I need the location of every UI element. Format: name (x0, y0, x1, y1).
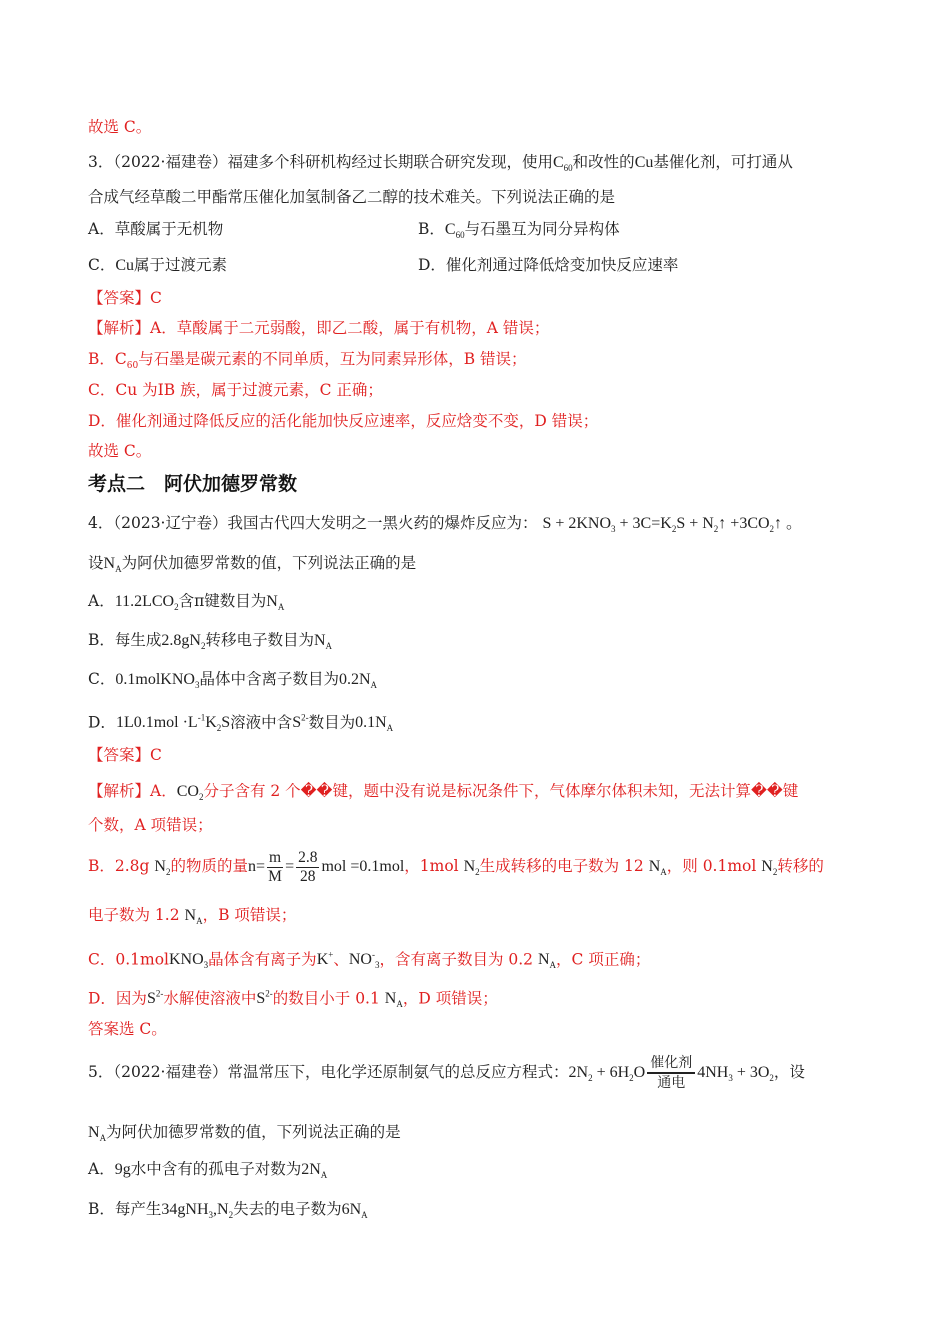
q4-conclusion: 答案选 C。 (88, 1020, 167, 1038)
q5-stem-line1: 5．（2022·福建卷）常温常压下，电化学还原制氨气的总反应方程式：$2N_2 + 6H_2O$ 催化剂 通电 $4NH_3 + 3O_2$，设 (88, 1055, 805, 1091)
ammonia-equation: $2N_2 + 6H_2O$ (568, 1064, 646, 1084)
q4-option-c: C．0.1molKNO$_3$晶体中含离子数目为$0.2N_A$ (88, 670, 378, 691)
q3-stem-line1: 3．（2022·福建卷）福建多个科研机构经过长期联合研究发现，使用$C_{60}$和改性的Cu基催化剂，可打通从 (88, 153, 793, 174)
section-title: 考点二 阿伏加德罗常数 (88, 473, 298, 495)
q5-stem-line2: $N_A$为阿伏加德罗常数的值，下列说法正确的是 (88, 1123, 401, 1144)
q3-answer: 【答案】C (88, 289, 162, 307)
cu-formula: Cu (634, 154, 654, 171)
q4-explanation-a: 【解析】A．$CO_2$分子含有 2 个��键，题中没有说是标况条件下，气体摩尔体积未知，无法计算��键 (88, 782, 799, 803)
q4-explanation-c: C．0.1molKNO$_3$晶体含有离子为K+、$NO^-_3$，含有离子数目为 0.2 $N_A$，C 项正确； (88, 950, 651, 971)
q5-option-b: B．每产生$34gNH_3,N_2$失去的电子数为$6N_A$ (88, 1200, 368, 1221)
q3-explanation-d: D．催化剂通过降低反应的活化能加快反应速率，反应焓变不变，D 错误； (88, 412, 599, 430)
q4-stem-line1: 4．（2023·辽宁卷）我国古代四大发明之一黑火药的爆炸反应为： $S + 2KNO_3 + 3C=K_2S$ + $N_2↑$ $+3CO_2↑$ 。 (88, 514, 803, 535)
c60-formula: $C_{60}$ (553, 154, 573, 174)
q3-stem-text: 3．（2022·福建卷）福建多个科研机构经过长期联合研究发现，使用 (88, 153, 553, 171)
blackpowder-equation: $S + 2KNO_3 + 3C=K_2S$ + $N_2↑$ $+3CO_2↑$ 。 (542, 515, 803, 535)
q3-option-d: D．催化剂通过降低焓变加快反应速率 (418, 256, 679, 274)
q4-answer: 【答案】C (88, 746, 162, 764)
q3-option-a: A．草酸属于无机物 (88, 220, 224, 238)
q3-stem-line2: 合成气经草酸二甲酯常压催化加氢制备乙二醇的技术难关。下列说法正确的是 (88, 188, 616, 206)
q4-explanation-b-cont: 电子数为 1.2 $N_A$，B 项错误； (88, 906, 297, 927)
q4-option-d: D．$1L0.1mol \cdot L^{-1}K_2S$溶液中含$S^{2-}$数目为$0.1N_A$ (88, 713, 394, 734)
q2-conclusion: 故选 C。 (88, 118, 152, 136)
q3-option-c: C．Cu属于过渡元素 (88, 256, 228, 274)
q4-explanation-a-cont: 个数，A 项错误； (88, 816, 213, 834)
q4-explanation-b: B．2.8g $N_2$的物质的量n= $\frac{m}{M}$ = $\frac{2.8}{28}$ mol =0.1mol，1mol $N_2$生成转移的电子数为 12 $N_A$，则 0.1mol $N_2$转移的 (88, 848, 824, 885)
q3-explanation-c: C．Cu 为ⅠB 族，属于过渡元素，C 正确； (88, 381, 383, 399)
q4-option-b: B．每生成$2.8gN_2$转移电子数目为$N_A$ (88, 631, 333, 652)
q5-option-a: A．9g水中含有的孤电子对数为$2N_A$ (88, 1160, 328, 1181)
q3-conclusion: 故选 C。 (88, 442, 152, 460)
q3-explanation-b: B．$C_{60}$与石墨是碳元素的不同单质，互为同素异形体，B 错误； (88, 350, 527, 372)
q3-explanation-a: 【解析】A．草酸属于二元弱酸，即乙二酸，属于有机物，A 错误； (88, 319, 550, 337)
q4-option-a: A．$11.2LCO_2$含π键数目为$N_A$ (88, 592, 285, 613)
q4-stem-line2: 设$N_A$为阿伏加德罗常数的值，下列说法正确的是 (88, 554, 417, 575)
q4-explanation-d: D．因为$S^{2-}$水解使溶液中$S^{2-}$的数目小于 0.1 $N_A$，D 项错误； (88, 989, 498, 1010)
q3-option-b: B．$C_{60}$与石墨互为同分异构体 (418, 220, 620, 241)
